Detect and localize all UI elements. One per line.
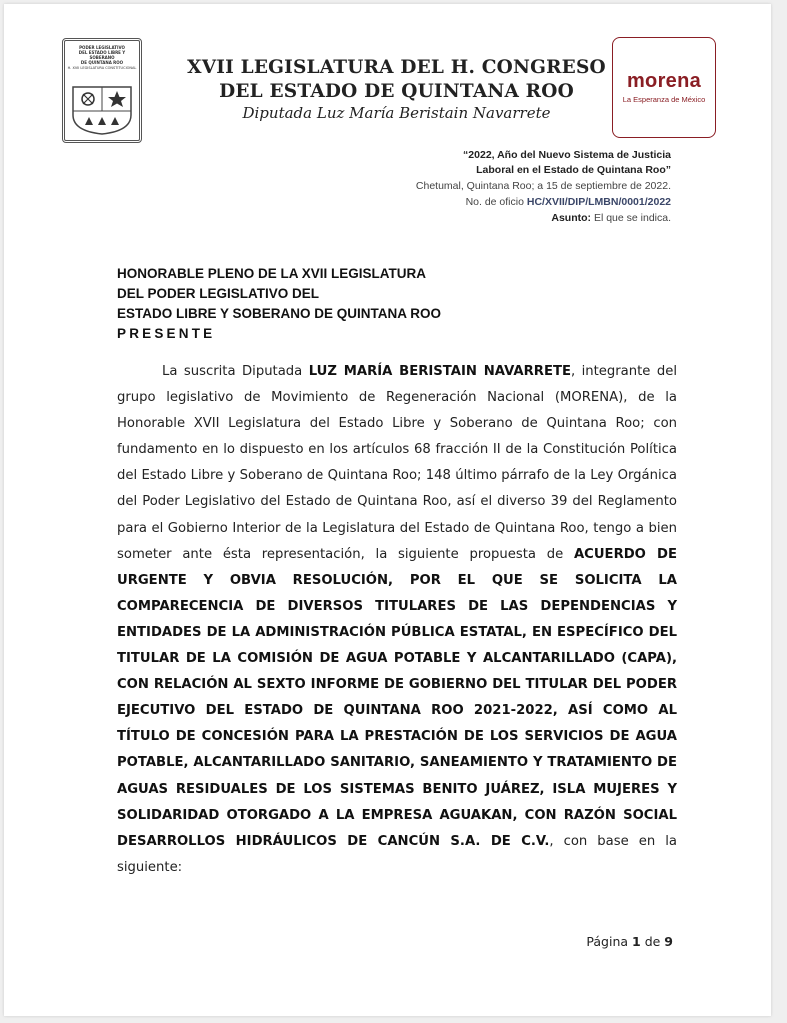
addressee-line3: ESTADO LIBRE Y SOBERANO DE QUINTANA ROO: [117, 306, 442, 321]
seal-subline: H. XVII LEGISLATURA CONSTITUCIONAL: [67, 66, 137, 70]
page-of: de: [640, 934, 665, 949]
addressee-presente: PRESENTE: [117, 326, 216, 341]
seal-line: DEL ESTADO LIBRE Y SOBERANO: [78, 50, 126, 60]
body-intro: La suscrita Diputada: [162, 364, 309, 379]
seal-line: PODER LEGISLATIVO: [79, 45, 125, 50]
year-slogan-line2: Laboral en el Estado de Quintana Roo”: [476, 164, 671, 176]
asunto-line: [551, 212, 671, 224]
page-total: 9: [664, 934, 673, 949]
page-label: Página: [586, 934, 633, 949]
morena-logo-name: morena: [626, 70, 702, 92]
congress-seal-logo: [62, 38, 142, 143]
seal-line: DE QUINTANA ROO: [80, 60, 124, 65]
asunto-label: Asunto:: [551, 212, 592, 224]
morena-logo-tagline: La Esperanza de México: [622, 95, 706, 104]
proposal-title-bold: ACUERDO DE URGENTE Y OBVIA RESOLUCIÓN, POR EL QUE SE SOLICITA LA COMPARECENCIA DE DIVERSOS TITULARES DE LAS DEPENDENCIAS Y ENTIDADES DE LA ADMINISTRACIÓN PÚBLICA ESTATAL, EN ESPECÍFICO DEL TITULAR DE LA COMISIÓN DE AGUA POTABLE Y ALCANTARILLADO (CAPA), CON RELACIÓN AL SEXTO INFORME DE GOBIERNO DEL TITULAR DEL PODER EJECUTIVO DEL ESTADO DE QUINTANA ROO 2021-2022, ASÍ COMO AL TÍTULO DE CONCESIÓN PARA LA PRESTACIÓN DE LOS SERVICIOS DE AGUA POTABLE, ALCANTARILLADO SANITARIO, SANEAMIENTO Y TRATAMIENTO DE AGUAS RESIDUALES DE LOS SISTEMAS BENITO JUÁREZ, ISLA MUJERES Y SOLIDARIDAD OTORGADO A LA EMPRESA AGUAKAN, CON RAZÓN SOCIAL DESARROLLOS HIDRÁULICOS DE CANCÚN S.A. DE C.V.: [117, 546, 677, 849]
body-closing: , con base en la siguiente:: [117, 833, 677, 875]
year-slogan-line1: “2022, Año del Nuevo Sistema de Justicia: [463, 149, 671, 161]
page-number: [586, 934, 673, 949]
header-title-line2: DEL ESTADO DE QUINTANA ROO: [219, 81, 574, 102]
seal-text: [67, 45, 137, 71]
asunto-value: El que se indica.: [591, 212, 671, 224]
header-title-line1: XVII LEGISLATURA DEL H. CONGRESO: [187, 57, 606, 78]
oficio-number-line: [466, 196, 671, 208]
place-date: Chetumal, Quintana Roo; a 15 de septiembre de 2022.: [415, 180, 671, 192]
body-foundation-text: , integrante del grupo legislativo de Movimiento de Regeneración Nacional (MORENA), de la Honorable XVII Legislatura del Estado Libre y Soberano de Quintana Roo; con fundamento en lo dispuesto en los artículos 68 fracción II de la Constitución Política del Estado Libre y Soberano de Quintana Roo; 148 último párrafo de la Ley Orgánica del Poder Legislativo del Estado de Quintana Roo, así el diverso 39 del Reglamento para el Gobierno Interior de la Legislatura del Estado de Quintana Roo, tengo a bien someter ante ésta representación, la siguiente propuesta de: [117, 364, 677, 562]
oficio-number: HC/XVII/DIP/LMBN/0001/2022: [526, 196, 671, 208]
oficio-label: No. de oficio: [465, 196, 527, 208]
body-paragraph: [117, 359, 677, 881]
morena-party-logo: [612, 37, 716, 138]
page-current: 1: [632, 934, 641, 949]
addressee-line2: DEL PODER LEGISLATIVO DEL: [117, 286, 320, 301]
document-page: [4, 4, 771, 1016]
addressee-line1: HONORABLE PLENO DE LA XVII LEGISLATURA: [117, 266, 427, 281]
deputy-name-bold: LUZ MARÍA BERISTAIN NAVARRETE: [308, 364, 571, 379]
shield-emblem-icon: [71, 85, 133, 135]
deputy-name-subtitle: Diputada Luz María Beristain Navarrete: [242, 104, 551, 122]
